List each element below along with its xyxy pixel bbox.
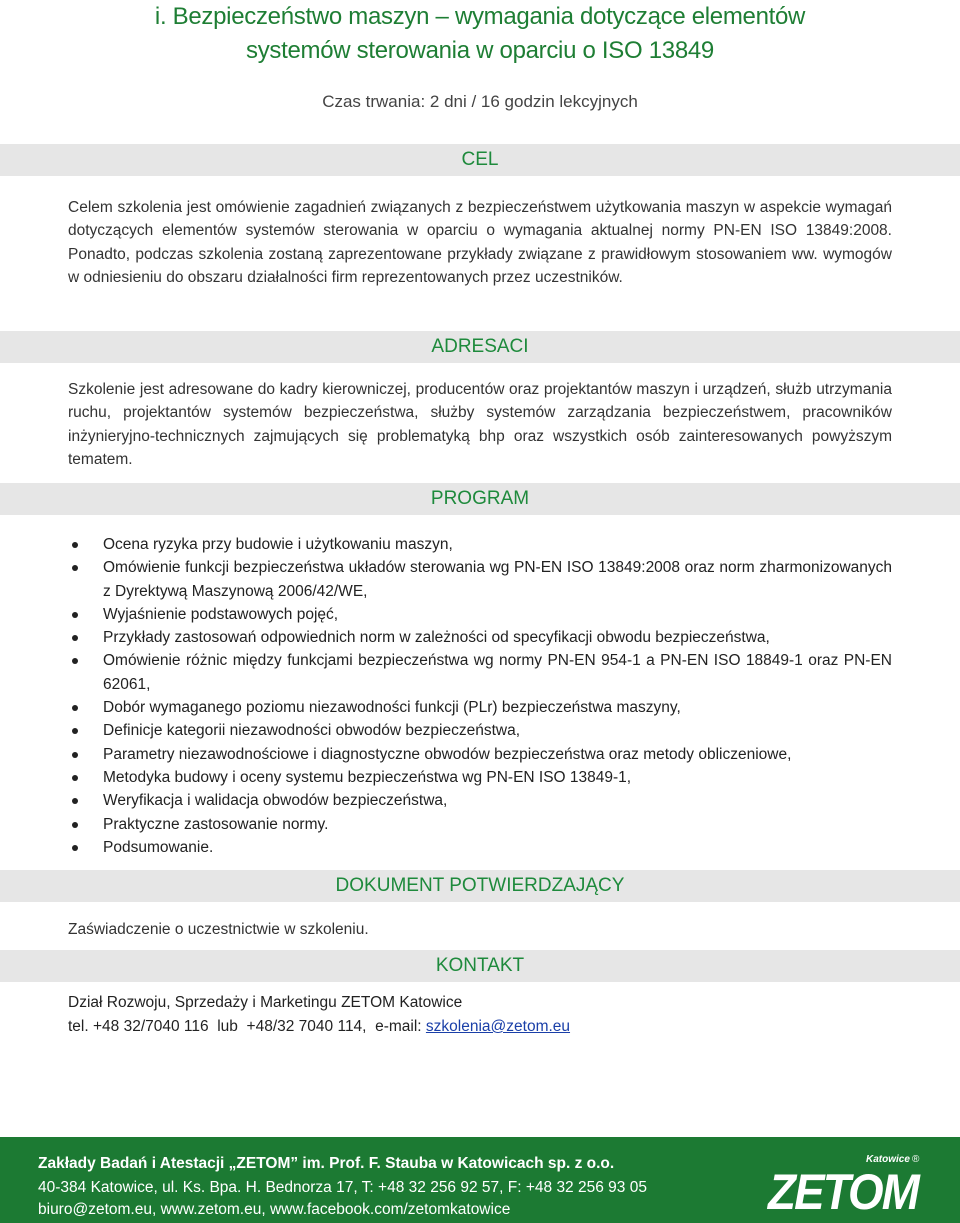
list-item: Omówienie funkcji bezpieczeństwa układów sterowania wg PN-EN ISO 13849:2008 oraz norm zharmonizowanych z Dyrektywą Maszynową 2006/42/WE,: [68, 556, 892, 603]
list-item: Praktyczne zastosowanie normy.: [68, 813, 892, 836]
footer-links: biuro@zetom.eu, www.zetom.eu, www.facebook.com/zetomkatowice: [38, 1201, 511, 1218]
program-list: [68, 533, 892, 859]
section-heading-kontakt: KONTAKT: [0, 950, 960, 982]
bullet-icon: [72, 612, 78, 618]
list-item: Przykłady zastosowań odpowiednich norm w zależności od specyfikacji obwodu bezpieczeństwa,: [68, 626, 892, 649]
title-line-1: i. Bezpieczeństwo maszyn – wymagania dotyczące elementów: [154, 3, 806, 30]
footer-address: 40-384 Katowice, ul. Ks. Bpa. H. Bednorza 17, T: +48 32 256 92 57, F: +48 32 256 93 05: [38, 1179, 647, 1196]
contact-phone-line: [68, 1018, 570, 1036]
list-item: Ocena ryzyka przy budowie i użytkowaniu maszyn,: [68, 533, 892, 556]
bullet-icon: [72, 775, 78, 781]
bullet-icon: [72, 822, 78, 828]
email-link[interactable]: szkolenia@zetom.eu: [425, 1018, 571, 1035]
course-duration: Czas trwania: 2 dni / 16 godzin lekcyjnych: [322, 92, 638, 111]
list-item: Parametry niezawodnościowe i diagnostyczne obwodów bezpieczeństwa oraz metody obliczeniowe,: [68, 743, 892, 766]
bullet-icon: [72, 752, 78, 758]
list-item: Metodyka budowy i oceny systemu bezpieczeństwa wg PN-EN ISO 13849-1,: [68, 766, 892, 789]
contact-department: Dział Rozwoju, Sprzedaży i Marketingu ZETOM Katowice: [68, 994, 463, 1011]
logo-mark: ®: [912, 1154, 920, 1165]
footer-company-name: Zakłady Badań i Atestacji „ZETOM” im. Prof. F. Stauba w Katowicach sp. z o.o.: [38, 1155, 615, 1172]
zetom-logo: [766, 1151, 926, 1217]
footer: [0, 1137, 960, 1223]
bullet-icon: [72, 705, 78, 711]
bullet-icon: [72, 798, 78, 804]
contact-phone: tel. +48 32/7040 116 lub +48/32 7040 114, e-mail:: [68, 1018, 426, 1035]
document-title: [0, 0, 960, 68]
dokument-paragraph: Zaświadczenie o uczestnictwie w szkoleniu.: [68, 921, 369, 938]
bullet-icon: [72, 542, 78, 548]
logo-sub: Katowice: [866, 1154, 910, 1165]
list-item: Podsumowanie.: [68, 836, 892, 859]
section-heading-program: PROGRAM: [0, 483, 960, 515]
logo-text: ZETOM: [766, 1164, 922, 1217]
list-item: Definicje kategorii niezawodności obwodów bezpieczeństwa,: [68, 719, 892, 742]
title-line-2: systemów sterowania w oparciu o ISO 13849: [246, 37, 714, 64]
list-item: Weryfikacja i walidacja obwodów bezpieczeństwa,: [68, 789, 892, 812]
bullet-icon: [72, 658, 78, 664]
bullet-icon: [72, 565, 78, 571]
adresaci-paragraph: Szkolenie jest adresowane do kadry kierowniczej, producentów oraz projektantów maszyn i urządzeń, służb utrzymania ruchu, projektantów systemów bezpieczeństwa, służby systemów zarządzania bezpieczeństwem, pracowników inżynieryjno-technicznych zajmujących się problematyką bhp oraz wszystkich osób zainteresowanych powyższym tematem.: [68, 381, 892, 468]
bullet-icon: [72, 728, 78, 734]
section-heading-adresaci: ADRESACI: [0, 331, 960, 363]
list-item: Omówienie różnic między funkcjami bezpieczeństwa wg normy PN-EN 954-1 a PN-EN ISO 18849-1 oraz PN-EN 62061,: [68, 649, 892, 696]
bullet-icon: [72, 635, 78, 641]
bullet-icon: [72, 845, 78, 851]
cel-paragraph: Celem szkolenia jest omówienie zagadnień związanych z bezpieczeństwem użytkowania maszyn w aspekcie wymagań dotyczących elementów systemów sterowania w oparciu o wymagania aktualnej normy PN-EN ISO 13849:2008. Ponadto, podczas szkolenia zostaną zaprezentowane przykłady związane z prawidłowym stosowaniem ww. wymogów w odniesieniu do obszaru działalności firm reprezentowanych przez uczestników.: [68, 199, 892, 286]
list-item: Wyjaśnienie podstawowych pojęć,: [68, 603, 892, 626]
section-heading-cel: CEL: [0, 144, 960, 176]
section-heading-dokument: DOKUMENT POTWIERDZAJĄCY: [0, 870, 960, 902]
list-item: Dobór wymaganego poziomu niezawodności funkcji (PLr) bezpieczeństwa maszyny,: [68, 696, 892, 719]
